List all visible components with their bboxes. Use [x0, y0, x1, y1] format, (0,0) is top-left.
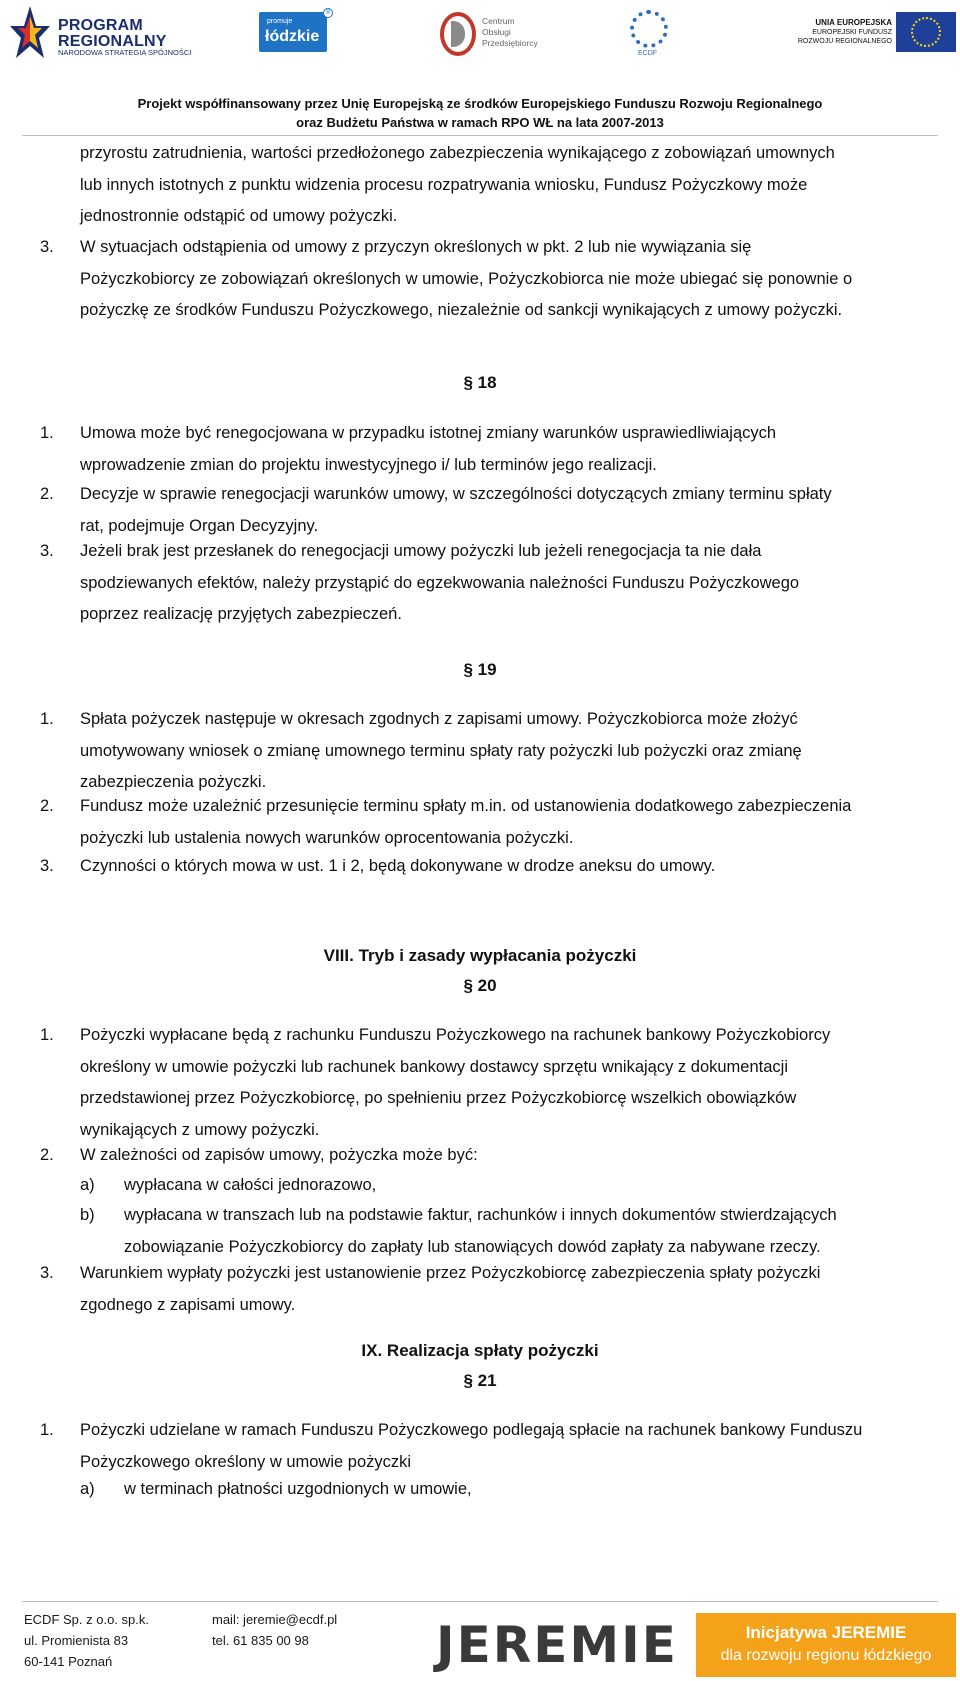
item-number: 1. [40, 1026, 54, 1044]
eu-logo: UNIA EUROPEJSKA EUROPEJSKI FUNDUSZ ROZWOJU REGIONALNEGO [804, 10, 956, 58]
eu-flag-icon [896, 12, 956, 52]
s20-item-3: Warunkiem wypłaty pożyczki jest ustanowienie przez Pożyczkobiorcę zabezpieczenia spłaty pożyczki zgodnego z zapisami umowy. [80, 1264, 821, 1314]
item-number: 1. [40, 424, 54, 442]
lodzkie-logo: promuje łódzkie ® [259, 12, 327, 52]
s19-item-1: Spłata pożyczek następuje w okresach zgodnych z zapisami umowy. Pożyczkobiorca może złożyć umotywowany wniosek o zmianę umownego terminu spłaty raty pożyczki lub pożyczki oraz zmianę zabezpieczenia pożyczki. [80, 710, 802, 791]
section-18-heading: § 18 [463, 373, 497, 392]
sub-item-letter: a) [80, 1176, 95, 1194]
section-19-heading: § 19 [463, 660, 497, 679]
s18-item-3: Jeżeli brak jest przesłanek do renegocjacji umowy pożyczki lub jeżeli renegocjacja ta nie dała spodziewanych efektów, należy przystąpić do egzekwowania należności Funduszu Pożyczkowego poprzez realizację przyjętych zabezpieczeń. [80, 542, 800, 623]
centrum-circle-icon [440, 12, 476, 56]
s20-item-2a: wypłacana w całości jednorazowo, [124, 1176, 377, 1194]
s21-item-1a: w terminach płatności uzgodnionych w umowie, [124, 1480, 472, 1498]
item-number: 2. [40, 797, 54, 815]
jeremie-logo: JEREMIE [436, 1616, 678, 1674]
centrum-obslugi-logo: Centrum Obsługi Przedsiębiorcy [440, 8, 560, 60]
item-number: 2. [40, 1146, 54, 1164]
item-number: 3. [40, 542, 54, 560]
s19-item-2: Fundusz może uzależnić przesunięcie terminu spłaty m.in. od ustanowienia dodatkowego zabezpieczenia pożyczki lub ustalenia nowych warunków oprocentowania pożyczki. [80, 797, 852, 847]
paragraph-3: W sytuacjach odstąpienia od umowy z przyczyn określonych w pkt. 2 lub nie wywiązania się Pożyczkobiorcy ze zobowiązań określonych w umowie, Pożyczkobiorca nie może ubiegać się ponownie o pożyczkę ze środków Funduszu Pożyczkowego, niezależnie od sankcji wynikających z umowy pożyczki. [80, 238, 853, 319]
section-20-heading: § 20 [463, 976, 497, 995]
program-regionalny-logo: PROGRAM REGIONALNY NARODOWA STRATEGIA SPÓJNOŚCI [8, 4, 208, 66]
ecdf-stars-icon [630, 10, 668, 48]
footer-divider [22, 1601, 938, 1602]
chapter-ix-title: IX. Realizacja spłaty pożyczki [361, 1341, 599, 1360]
project-cofinancing-note: Projekt współfinansowany przez Unię Europejską ze środków Europejskiego Funduszu Rozwoju Regionalnego oraz Budżetu Państwa w ramach RPO WŁ na lata 2007-2013 [137, 96, 823, 130]
s21-item-1: Pożyczki udzielane w ramach Funduszu Pożyczkowego podlegają spłacie na rachunek bankowy Funduszu Pożyczkowego określony w umowie pożyczki [80, 1421, 863, 1471]
item-number: 2. [40, 485, 54, 503]
s20-item-1: Pożyczki wypłacane będą z rachunku Funduszu Pożyczkowego na rachunek bankowy Pożyczkobiorcy określony w umowie pożyczki lub rachunek bankowy dostawcy sprzętu wnikający z dokumentacji przedstawionej przez Pożyczkobiorcę, po spełnieniu przez Pożyczkobiorcę wszelkich obowiązków wynikających z umowy pożyczki. [80, 1026, 831, 1139]
item-number: 1. [40, 710, 54, 728]
item-number: 3. [40, 238, 54, 256]
footer-contact: mail: jeremie@ecdf.pl tel. 61 835 00 98 [212, 1612, 338, 1648]
s18-item-2: Decyzje w sprawie renegocjacji warunków umowy, w szczególności dotyczących zmiany terminu spłaty rat, podejmuje Organ Decyzyjny. [80, 485, 832, 535]
intro-paragraph: przyrostu zatrudnienia, wartości przedłożonego zabezpieczenia wynikającego z zobowiązań umownych lub innych istotnych z punktu widzenia procesu rozpatrywania wniosku, Fundusz Pożyczkowy może jednostronnie odstąpić od umowy pożyczki. [80, 144, 835, 225]
ecdf-logo: ECDF [630, 10, 674, 54]
section-21-heading: § 21 [463, 1371, 497, 1390]
sub-item-letter: a) [80, 1480, 95, 1498]
item-number: 3. [40, 857, 54, 875]
s18-item-1: Umowa może być renegocjowana w przypadku istotnej zmiany warunków usprawiedliwiających wprowadzenie zmian do projektu inwestycyjnego i/ lub terminów jego realizacji. [80, 424, 777, 474]
jeremie-initiative-badge: Inicjatywa JEREMIE dla rozwoju regionu łódzkiego [696, 1613, 956, 1677]
s19-item-3: Czynności o których mowa w ust. 1 i 2, będą dokonywane w drodze aneksu do umowy. [80, 857, 716, 875]
header-logos [0, 0, 960, 90]
sub-item-letter: b) [80, 1206, 95, 1224]
s20-item-2b: wypłacana w transzach lub na podstawie faktur, rachunków i innych dokumentów stwierdzających zobowiązanie Pożyczkobiorcy do zapłaty lub stanowiących dowód zapłaty za nabywane rzeczy. [124, 1206, 837, 1256]
header-divider [22, 135, 938, 136]
footer-address: ECDF Sp. z o.o. sp.k. ul. Promienista 83 60-141 Poznań [24, 1612, 149, 1669]
chapter-viii-title: VIII. Tryb i zasady wypłacania pożyczki [323, 946, 637, 965]
item-number: 3. [40, 1264, 54, 1282]
program-star-icon [8, 4, 52, 66]
s20-item-2: W zależności od zapisów umowy, pożyczka może być: [80, 1146, 478, 1164]
item-number: 1. [40, 1421, 54, 1439]
